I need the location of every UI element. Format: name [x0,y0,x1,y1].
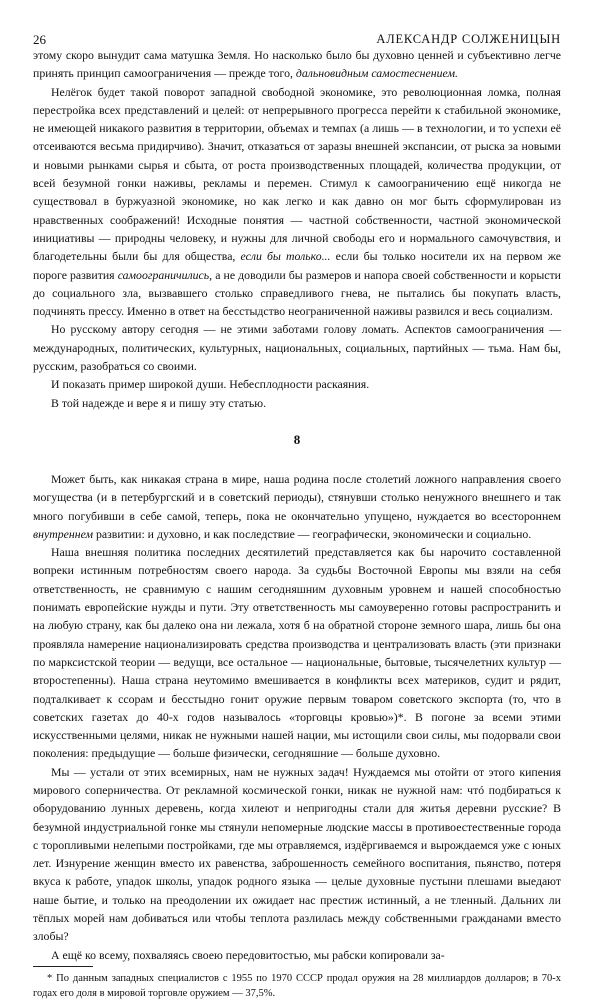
italic-text: если бы только... [240,249,331,264]
section-number: 8 [293,431,301,447]
paragraph [33,394,561,412]
paragraph [33,46,561,83]
paragraph [33,83,561,321]
paragraph [33,375,561,393]
page-number: 26 [33,32,46,47]
paragraph [33,763,561,946]
text-run: В той надежде и вере я и пишу эту статью. [51,395,267,410]
text-run: И показать пример широкой души. Небесплодности раскаяния. [51,377,370,392]
text-run: Наша внешняя политика последних десятилетий представляется как бы нарочито составленной вопреки истинным потребностям своего народа. За судьбы Восточной Европы мы взяли на себя ответственность, не сравнимую с нашим сегодняшним духовным уровнем и нашей способностью понимать европейские нужды и пути. Эту ответственность мы самоуверенно готовы распространить и на любую страну, как бы далеко она ни лежала, хотя б на обратной стороне земного шара, лишь бы она проявляла намерение национализировать средства производства и централизовать власть (эти признаки по марксистской теории — ведущи, все остальное — национальные, бытовые, тысячелетних культур — второстепенны). Наша страна неутомимо вмешивается в конфликты всех материков, судит и рядит, подталкивает к ссорам и бесстыдно гонит оружие первым товаром советского экспорта (то, что в советских газетах до 40-х годов называлось «торговцы кровью»)*. В погоне за всеми этими искусственными целями, никак не нужными нашей нации, мы истощили свои силы, мы подорвали свои поколения: предыдущие — больше физически, сегодняшние — больше духовно. [33,545,561,761]
text-block-after-section [33,470,561,964]
italic-text: дальновидным самостеснением. [295,66,458,81]
text-run: Но русскому автору сегодня — не этими заботами голову ломать. Аспектов самоограничения — международных, политических, культурных, национальных, социальных, партийных — тьма. Нам бы, русским, разобраться со своими. [33,322,561,374]
text-run: этому скоро вынудит сама матушка Земля. Но насколько было бы духовно ценней и субъективно легче принять принцип самоограничения — прежде того, [33,48,561,81]
paragraph [33,543,561,763]
italic-text: самоограничились, [117,267,213,282]
paragraph [33,946,561,964]
text-run: А ещё ко всему, похваляясь своею передовитостью, мы рабски копировали за- [51,947,445,962]
text-run: если бы только носители их на первом же пороге развития [33,249,561,282]
paragraph [33,470,561,543]
page-header [33,26,561,46]
text-run: Нелёгок будет такой поворот западной свободной экономике, это революционная ломка, полная перестройка всех представлений и целей: от непрерывного прогресса перейти к стабильной экономике, не имеющей никакого развития в территории, объемах и темпах (а лишь — в технологии, и то успехи её отсеиваются весьма придирчиво). Значит, отказаться от заразы внешней экспансии, от рыска за новыми и новыми рынками сырья и сбыта, от роста производственных площадей, количества продукции, от всей безумной гонки наживы, рекламы и перемен. Стимул к самоограничению ещё никогда не существовал в буржуазной экономике, но как легко и как давно он мог быть сформулирован из нравственных соображений! Исходные понятия — частной собственности, частной экономической инициативы — природны человеку, и нужны для личной свободы его и нормального самочувствия, и благодетельны были бы для общества, [33,84,561,264]
footnote: * По данным западных специалистов с 1955 по 1970 СССР продал оружия на 28 миллиардов долларов; в 70-х годах его доля в мировой торговле оружием — 37,5%. [33,972,561,999]
running-head-author: АЛЕКСАНДР СОЛЖЕНИЦЫН [376,32,561,46]
paragraph [33,320,561,375]
book-page [33,26,561,1001]
text-run: развитии: и духовно, и как последствие — географически, экономически и социально. [93,526,532,541]
text-run: Может быть, как никакая страна в мире, наша родина после столетий ложного направления своего могущества (и в петербургский и в советский периоды), стянувши столько ненужного внешнего и так много погубивши в себе самой, теперь, пока не окончательно упущено, нуждается во всестороннем [33,471,561,523]
italic-text: внутреннем [33,526,94,541]
text-run: а не доводили бы размеров и напора своей собственности и корысти до социального зла, вызвавшего столько справедливого гнева, не пытались бы покупать власть, подчинять прессу. Именно в ответ на бесстыдство неограниченной наживы развился и весь социализм. [33,267,561,319]
text-block-before-section [33,46,561,412]
text-run: Мы — устали от этих всемирных, нам не нужных задач! Нуждаемся мы отойти от этого кипения мирового соперничества. От рекламной космической гонки, никак не нужной нам: чтó подбираться к оборудованию лунных деревень, когда хилеют и непригодны стали для житья деревни русские? В безумной индустриальной гонке мы стянули непомерные людские массы в противоестественные города с торопливыми нелепыми постройками, где мы отравляемся, издёргиваемся и вырождаемся уже с юных лет. Изнурение женщин вместо их равенства, заброшенность семейного воспитания, пьянство, потеря вкуса к работе, упадок школы, упадок родного языка — целые духовные пустыни плешами выедают наше бытие, и только на преодолении их ожидает нас престиж истинный, а не тленный. Дальних ли тёплых морей нам добиваться или чтобы теплота разлилась между собственными гражданами вместо злобы? [33,764,561,944]
footnote-rule [33,966,93,967]
